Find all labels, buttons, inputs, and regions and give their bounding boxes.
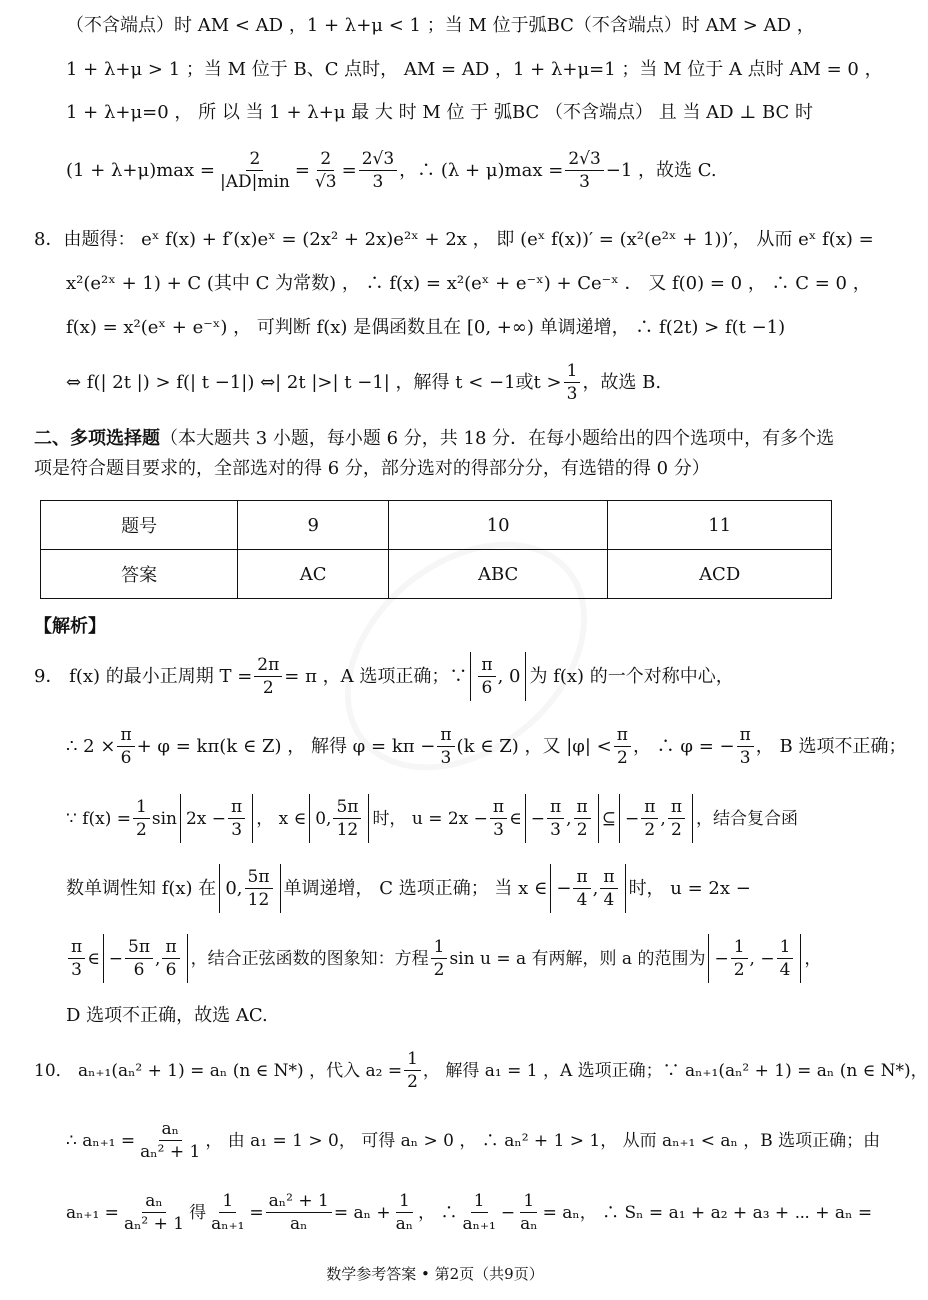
expr-lhs: (1 + λ+μ)max = bbox=[66, 159, 215, 181]
section-2-intro bbox=[34, 424, 840, 484]
q10-line-2: ∴ aₙ₊₁ = $\frac{\text{aₙ}}{\text{aₙ² + 1}}$ ， 由 a₁ = 1 > 0， 可得 aₙ > 0 ， ∴ aₙ² + 1 > 1， 从而 aₙ₊₁ < aₙ ，B 选项正确；由 bbox=[66, 1119, 881, 1162]
q8-line-1: 8．由题得： eˣ f(x) + f′(x)eˣ = (2x² + 2x)e²ˣ + 2x ， 即 (eˣ f(x))′ = (x²(e²ˣ + 1))′， 从而 eˣ f(x) = bbox=[34, 229, 874, 250]
page-footer: 数学参考答案 • 第2页（共9页） bbox=[326, 1265, 544, 1283]
text-line-3: 1 + λ+μ=0 ， 所 以 当 1 + λ+μ 最 大 时 M 位 于 弧BC （不含端点） 且 当 AD ⊥ BC 时 bbox=[66, 102, 814, 123]
q9-line-2: ∴ 2 × $\frac{\pi}{6}$ + φ = kπ(k ∈ Z) ， 解得 φ = kπ − $\frac{\pi}{3}$ (k ∈ Z) ，又 |φ| < $\frac{\pi}{2}$ ， ∴ φ = − $\frac{\pi}{3}$ ， B 选项不正确； bbox=[66, 725, 907, 768]
fraction: $\frac{2√3}{3}$ bbox=[565, 148, 603, 193]
q10-line-3: aₙ₊₁ = $\frac{\text{aₙ}}{\text{aₙ² + 1}}$ 得 $\frac{1}{\text{aₙ₊₁}}$ = $\frac{\text{aₙ² + 1}}{\text{aₙ}}$ = aₙ + $\frac{1}{\text{aₙ}}$ ， ∴ $\frac{1}{\text{aₙ₊₁}}$ − $\frac{1}{\text{aₙ}}$ = aₙ， ∴ Sₙ = a₁ + a₂ + a₃ + ⋯ + aₙ = bbox=[66, 1191, 873, 1234]
expr-mid: ，∴ (λ + μ)max = bbox=[399, 159, 564, 181]
table-cell: AC bbox=[238, 550, 389, 599]
q9-line-5: $\frac{\pi}{3}$ ∈ − $\frac{5\pi}{6}$ , $\frac{\pi}{6}$ ，结合正弦函数的图象知：方程 $\frac{1}{2}$ sin u = a 有两解，则 a 的范围为 − $\frac{1}{2}$ , − $\frac{1}{4}$ ， bbox=[66, 934, 821, 983]
q10-line-1: 10． aₙ₊₁(aₙ² + 1) = aₙ (n ∈ N*) ，代入 a₂ = $\frac{1}{2}$ ， 解得 a₁ = 1 ，A 选项正确；∵ aₙ₊₁(aₙ² + 1) = aₙ (n ∈ N*)， bbox=[34, 1049, 928, 1092]
expr-tail: −1 ，故选 C. bbox=[605, 159, 717, 181]
section-title: 二、多项选择题 bbox=[34, 428, 160, 449]
q8-line-2: x²(e²ˣ + 1) + C (其中 C 为常数) ， ∴ f(x) = x²(eˣ + e⁻ˣ) + Ce⁻ˣ ． 又 f(0) = 0 ， ∴ C = 0 ， bbox=[66, 273, 871, 294]
table-cell: ABC bbox=[389, 550, 608, 599]
analysis-label: 【解析】 bbox=[34, 616, 106, 637]
fraction: $\frac{2}{√3}$ bbox=[314, 149, 337, 192]
q8-line-4: ⇔ f(| 2t |) > f(| t −1|) ⇔| 2t |>| t −1| ，解得 t < −1或t > $\frac{1}{3}$ ，故选 B. bbox=[66, 361, 662, 404]
q9-line-6: D 选项不正确，故选 AC. bbox=[66, 1005, 268, 1026]
table-header-cell: 11 bbox=[608, 501, 832, 550]
q9-line-1: 9． f(x) 的最小正周期 T = $\frac{2\pi}{2}$ = π ，A 选项正确；∵ $\frac{\pi}{6}$ , 0 为 f(x) 的一个对称中心， bbox=[34, 652, 734, 701]
fraction: $\frac{2√3}{3}$ bbox=[359, 148, 397, 193]
q9-line-4: 数单调性知 f(x) 在 0, $\frac{5\pi}{12}$ 单调递增， C 选项正确； 当 x ∈ − $\frac{\pi}{4}$ , $\frac{\pi}{4}$ 时， u = 2x − bbox=[66, 864, 751, 913]
table-row bbox=[41, 501, 832, 550]
table-header-cell: 9 bbox=[238, 501, 389, 550]
q9-line-3: ∵ f(x) = $\frac{1}{2}$ sin 2x − $\frac{\pi}{3}$ ， x ∈ 0, $\frac{5\pi}{12}$ 时， u = 2x − $\frac{\pi}{3}$ ∈ − $\frac{\pi}{3}$ , $\frac{\pi}{2}$ ⊆ − $\frac{\pi}{2}$ , $\frac{\pi}{2}$ ，结合复合函 bbox=[66, 794, 798, 843]
q8-line-3: f(x) = x²(eˣ + e⁻ˣ) ， 可判断 f(x) 是偶函数且在 [0, +∞) 单调递增， ∴ f(2t) > f(t −1) bbox=[66, 317, 786, 338]
section-description: （本大题共 3 小题，每小题 6 分，共 18 分．在每小题给出的四个选项中，有多个选项是符合题目要求的，全部选对的得 6 分，部分选对的得部分分，有选错的得 0 分） bbox=[34, 428, 835, 479]
table-row bbox=[41, 550, 832, 599]
paren-group: $\frac{\pi}{6}$ , 0 bbox=[470, 652, 526, 701]
text-line-2: 1 + λ+μ > 1 ；当 M 位于 B、C 点时， AM = AD ，1 + λ+μ=1 ；当 M 位于 A 点时 AM = 0 ， bbox=[66, 59, 883, 80]
text-line-4: (1 + λ+μ)max = $\frac{2}{|AD|\min}$ = $\frac{2}{√3}$ = $\frac{2√3}{3}$ ，∴ (λ + μ)max = $\frac{2√3}{3}$ −1 ，故选 C. bbox=[66, 149, 717, 192]
answer-table bbox=[40, 500, 832, 599]
table-cell: ACD bbox=[608, 550, 832, 599]
table-header-cell: 10 bbox=[389, 501, 608, 550]
table-cell: 答案 bbox=[41, 550, 238, 599]
fraction: $\frac{1}{3}$ bbox=[564, 360, 581, 405]
table-header-cell: 题号 bbox=[41, 501, 238, 550]
text-line-1: （不含端点）时 AM < AD ，1 + λ+μ < 1 ；当 M 位于弧BC（不含端点）时 AM > AD ， bbox=[66, 15, 815, 36]
fraction: $\frac{2}{|AD|\min}$ bbox=[219, 149, 290, 192]
